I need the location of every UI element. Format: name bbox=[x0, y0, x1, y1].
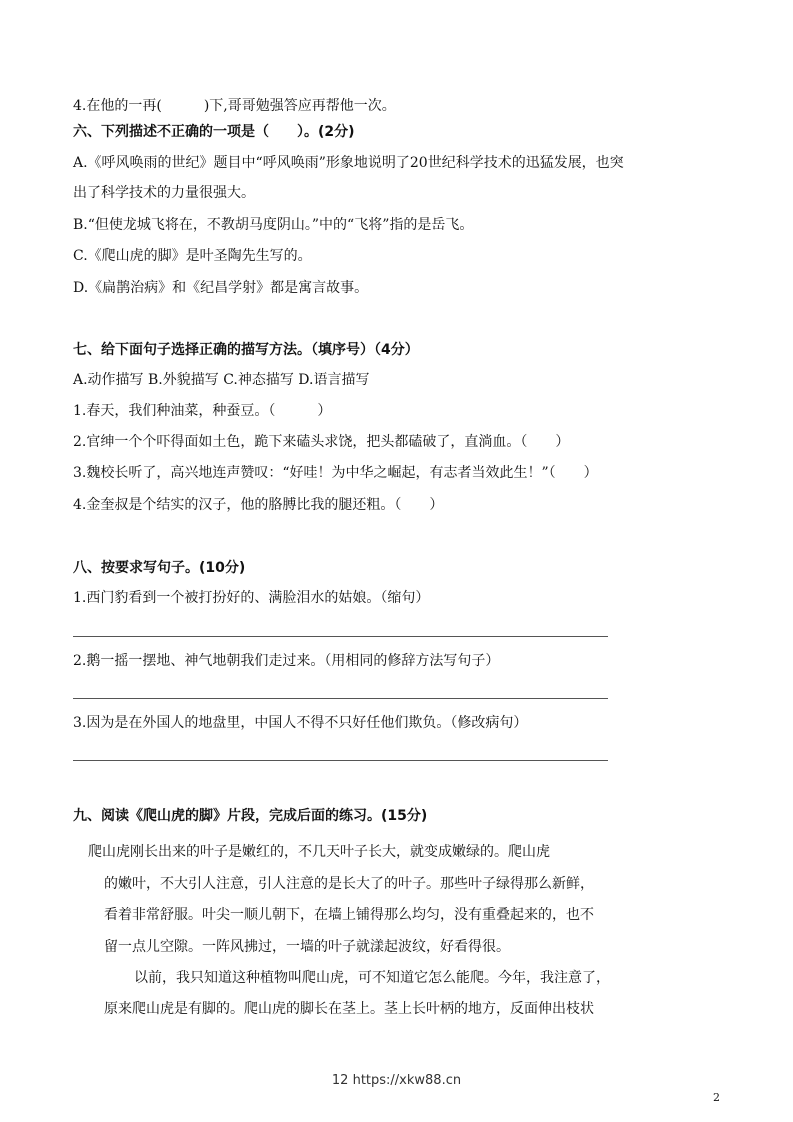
answer-line-2[interactable] bbox=[73, 698, 608, 699]
section-6-option-a-line1: A.《呼风唤雨的世纪》题目中“呼风唤雨”形象地说明了20世纪科学技术的迅猛发展，也突 bbox=[73, 155, 624, 171]
passage-line-2: 的嫩叶，不大引人注意，引人注意的是长大了的叶子。那些叶子绿得那么新鲜， bbox=[104, 876, 594, 892]
section-8-question-2: 2.鹅一摇一摆地、神气地朝我们走过来。（用相同的修辞方法写句子） bbox=[73, 653, 500, 669]
section-7-heading: 七、给下面句子选择正确的描写方法。（填序号）（4分） bbox=[73, 342, 419, 358]
q5-item-4: 4.在他的一再( )下,哥哥勉强答应再帮他一次。 bbox=[73, 98, 396, 114]
section-7-sentence-2: 2.官绅一个个吓得面如土色，跪下来磕头求饶，把头都磕破了，直淌血。（ ） bbox=[73, 434, 570, 450]
answer-line-3[interactable] bbox=[73, 760, 608, 761]
passage-line-1: 爬山虎刚长出来的叶子是嫩红的，不几天叶子长大，就变成嫩绿的。爬山虎 bbox=[88, 844, 550, 860]
section-7-sentence-3: 3.魏校长听了，高兴地连声赞叹：“好哇！为中华之崛起，有志者当效此生！”（ ） bbox=[73, 465, 598, 481]
section-8-question-1: 1.西门豹看到一个被打扮好的、满脸泪水的姑娘。（缩句） bbox=[73, 590, 430, 606]
section-6-option-b: B.“但使龙城飞将在，不教胡马度阴山。”中的“飞将”指的是岳飞。 bbox=[73, 217, 474, 233]
section-8-question-3: 3.因为是在外国人的地盘里，中国人不得不只好任他们欺负。（修改病句） bbox=[73, 715, 528, 731]
section-6-option-c: C.《爬山虎的脚》是叶圣陶先生写的。 bbox=[73, 248, 312, 264]
section-8-heading: 八、按要求写句子。(10分) bbox=[73, 560, 246, 576]
answer-line-1[interactable] bbox=[73, 636, 608, 637]
passage-line-4: 留一点儿空隙。一阵风拂过，一墙的叶子就漾起波纹，好看得很。 bbox=[104, 939, 510, 955]
section-6-option-d: D.《扁鹊治病》和《纪昌学射》都是寓言故事。 bbox=[73, 280, 369, 296]
section-9-heading: 九、阅读《爬山虎的脚》片段，完成后面的练习。(15分) bbox=[73, 808, 428, 824]
page-number: 2 bbox=[713, 1091, 720, 1104]
section-7-options: A.动作描写 B.外貌描写 C.神态描写 D.语言描写 bbox=[73, 372, 370, 388]
section-6-heading: 六、下列描述不正确的一项是（ ）。(2分) bbox=[73, 124, 355, 140]
passage-line-3: 看着非常舒服。叶尖一顺儿朝下，在墙上铺得那么均匀，没有重叠起来的，也不 bbox=[104, 907, 594, 923]
section-6-option-a-line2: 出了科学技术的力量很强大。 bbox=[73, 185, 255, 201]
passage-line-5: 以前，我只知道这种植物叫爬山虎，可不知道它怎么能爬。今年，我注意了， bbox=[134, 970, 610, 986]
section-7-sentence-4: 4.金奎叔是个结实的汉子，他的胳膊比我的腿还粗。（ ） bbox=[73, 497, 444, 513]
footer-watermark: 12 https://xkw88.cn bbox=[331, 1073, 462, 1088]
passage-line-6: 原来爬山虎是有脚的。爬山虎的脚长在茎上。茎上长叶柄的地方，反面伸出枝状 bbox=[104, 1001, 594, 1017]
section-7-sentence-1: 1.春天，我们种油菜，种蚕豆。（ ） bbox=[73, 403, 332, 419]
